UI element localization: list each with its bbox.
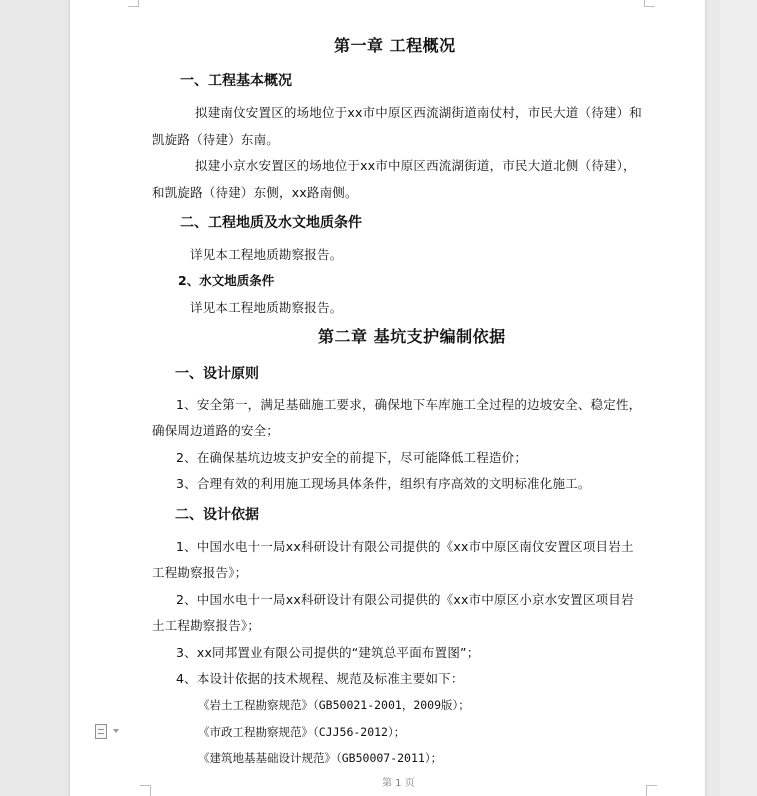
chevron-down-icon[interactable] — [113, 729, 119, 733]
basis-1-line-1: 1、中国水电十一局xx科研设计有限公司提供的《xx市中原区南伩安置区项目岩土 — [176, 539, 634, 554]
basis-4: 4、本设计依据的技术规程、规范及标准主要如下： — [176, 671, 464, 686]
scroll-area[interactable] — [720, 0, 757, 796]
crop-mark-bottom-left — [140, 785, 151, 796]
paragraph-1-line-2: 凯旋路（待建）东南。 — [152, 132, 280, 147]
design-principles-title: 一、设计原则 — [175, 366, 259, 382]
crop-mark-top-right — [644, 0, 655, 7]
subsection-2-title: 2、水文地质条件 — [178, 273, 275, 288]
paragraph-1-line-1: 拟建南伩安置区的场地位于xx市中原区西流湖街道南仗村，市民大道（待建）和 — [195, 105, 642, 120]
standard-2: 《市政工程勘察规范》（CJJ56-2012）； — [198, 725, 406, 739]
design-basis-title: 二、设计依据 — [175, 507, 259, 523]
subsection-2-text: 详见本工程地质勘察报告。 — [190, 300, 343, 315]
principle-2: 2、在确保基坑边坡支护安全的前提下，尽可能降低工程造价； — [176, 450, 528, 465]
basis-2-line-1: 2、中国水电十一局xx科研设计有限公司提供的《xx市中原区小京水安置区项目岩 — [176, 592, 634, 607]
section-2-text: 详见本工程地质勘察报告。 — [190, 247, 343, 262]
section-2-title: 二、工程地质及水文地质条件 — [180, 215, 362, 231]
paragraph-2-line-1: 拟建小京水安置区的场地位于xx市中原区西流湖街道，市民大道北侧（待建）， — [195, 158, 636, 173]
paragraph-2-line-2: 和凯旋路（待建）东侧，xx路南侧。 — [152, 185, 358, 200]
principle-3: 3、合理有效的利用施工现场具体条件，组织有序高效的文明标准化施工。 — [176, 476, 591, 491]
crop-mark-bottom-right — [646, 785, 657, 796]
standard-3: 《建筑地基基础设计规范》（GB50007-2011）； — [198, 751, 443, 765]
basis-1-line-2: 工程勘察报告》； — [152, 565, 248, 580]
chapter-2-title: 第二章 基坑支护编制依据 — [318, 327, 506, 346]
principle-1-line-1: 1、安全第一，满足基础施工要求，确保地下车库施工全过程的边坡安全、稳定性， — [176, 397, 642, 412]
principle-1-line-2: 确保周边道路的安全； — [152, 423, 280, 438]
crop-mark-top-left — [128, 0, 139, 7]
page-number: 第 1 页 — [382, 778, 415, 789]
chapter-1-title: 第一章 工程概况 — [334, 36, 456, 55]
document-icon[interactable] — [95, 724, 107, 739]
basis-2-line-2: 土工程勘察报告》； — [152, 618, 261, 633]
section-1-title: 一、工程基本概况 — [180, 73, 292, 89]
basis-3: 3、xx同邦置业有限公司提供的“建筑总平面布置图”； — [176, 645, 480, 660]
standard-1: 《岩土工程勘察规范》（GB50021-2001，2009版）； — [198, 698, 470, 712]
